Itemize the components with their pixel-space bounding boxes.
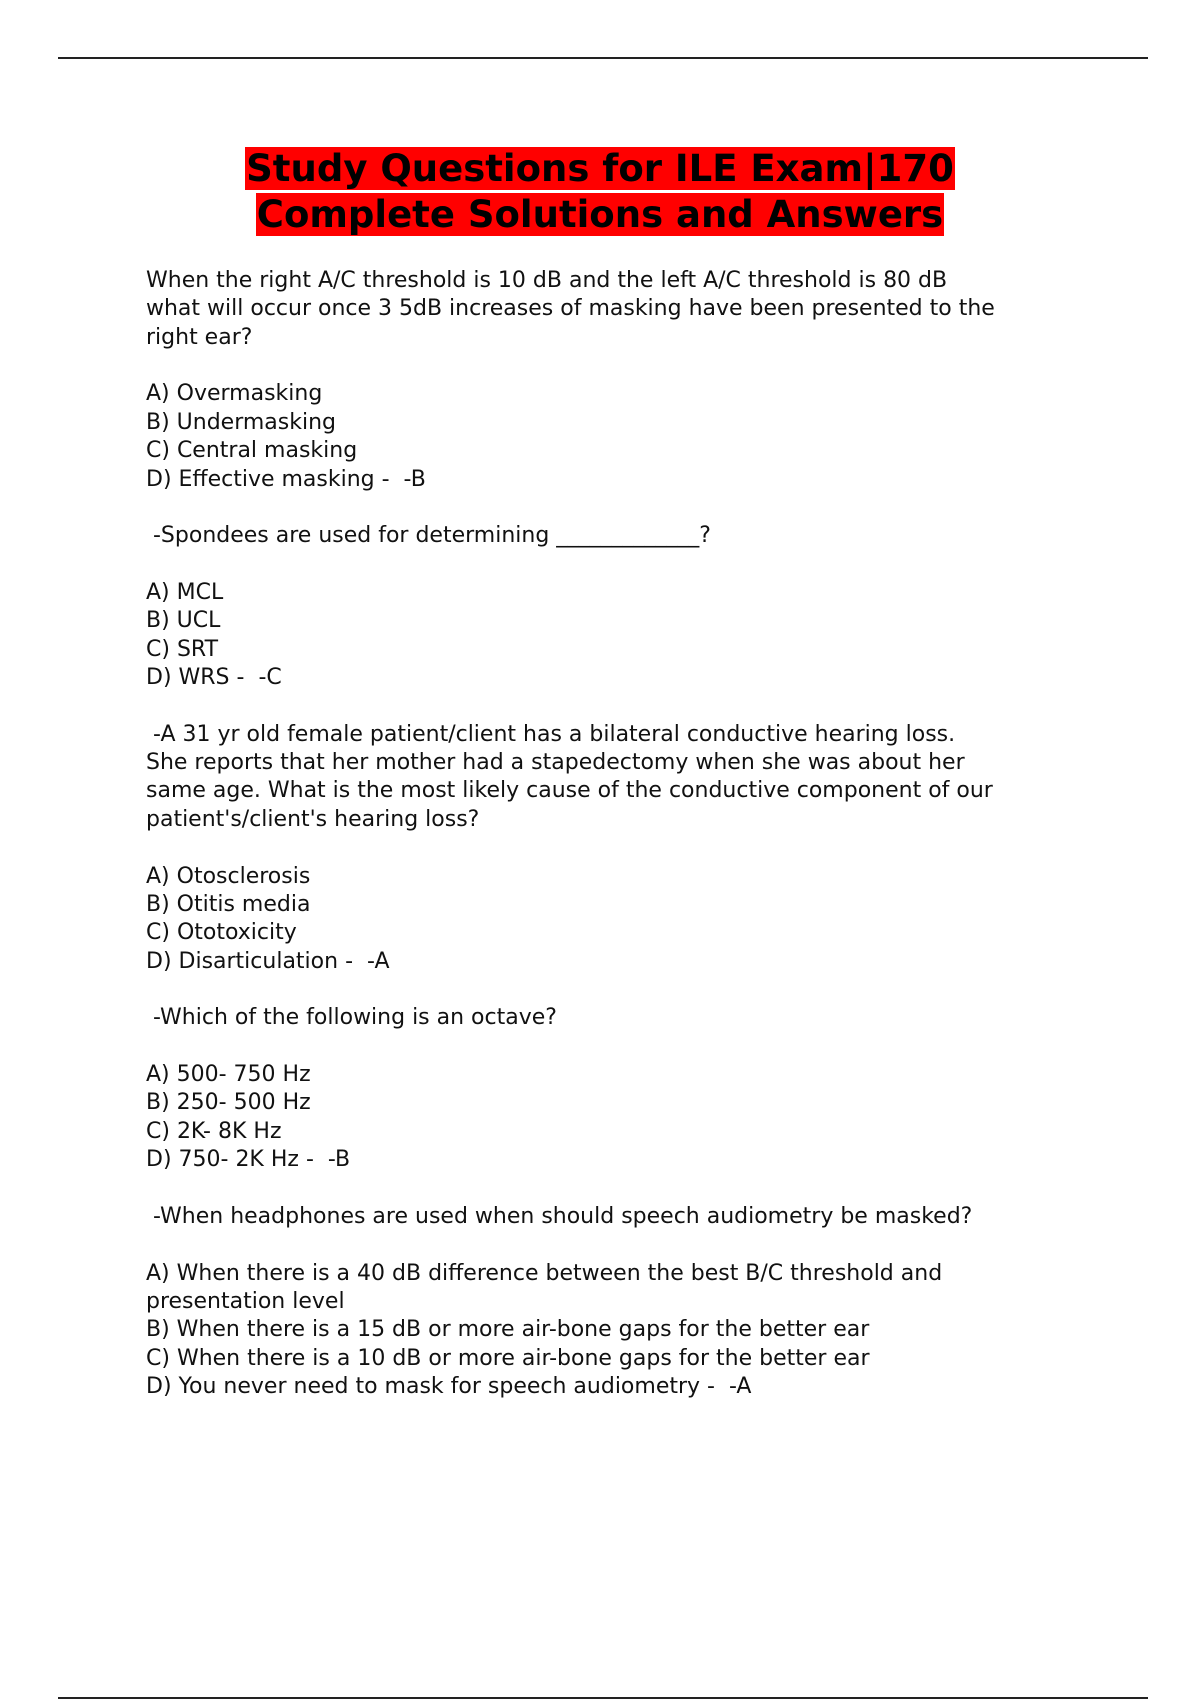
answer-option: C) When there is a 10 dB or more air-bone gaps for the better ear: [146, 1345, 870, 1371]
answer-option: B) When there is a 15 dB or more air-bone gaps for the better ear: [146, 1317, 870, 1343]
question-stem-line: She reports that her mother had a stapedectomy when she was about her: [146, 750, 965, 776]
answer-option: D) WRS - -C: [146, 665, 282, 691]
answer-option: B) 250- 500 Hz: [146, 1090, 311, 1116]
spacer: [146, 1033, 1106, 1061]
footer-rule: [58, 1697, 1148, 1699]
answer-option: C) SRT: [146, 636, 219, 662]
answer-option: A) 500- 750 Hz: [146, 1062, 311, 1088]
answer-option: A) Overmasking: [146, 381, 323, 407]
spacer: [146, 1401, 1106, 1429]
answer-option: D) Effective masking - -B: [146, 466, 426, 492]
spacer: [146, 834, 1106, 862]
question-block: [146, 267, 1106, 522]
answer-option: C) Ototoxicity: [146, 920, 297, 946]
answer-option: B) Otitis media: [146, 891, 311, 917]
question-stem-line: -When headphones are used when should speech audiometry be masked?: [146, 1203, 973, 1229]
header-rule: [58, 57, 1148, 59]
answer-option: D) You never need to mask for speech audiometry - -A: [146, 1374, 752, 1400]
answer-option: A) MCL: [146, 579, 224, 605]
document-title: [0, 146, 1200, 238]
answer-option: C) Central masking: [146, 438, 358, 464]
spacer: [146, 1231, 1106, 1259]
spacer: [146, 692, 1106, 720]
question-stem-line: When the right A/C threshold is 10 dB and the left A/C threshold is 80 dB: [146, 268, 948, 293]
title-line-1: Study Questions for ILE Exam|170: [246, 147, 954, 190]
title-line-2: Complete Solutions and Answers: [256, 193, 944, 236]
question-block: [146, 1203, 1106, 1430]
spacer: [146, 1175, 1106, 1203]
answer-option: presentation level: [146, 1288, 345, 1314]
question-stem-line: -Which of the following is an octave?: [146, 1005, 557, 1031]
question-stem-line: -A 31 yr old female patient/client has a bilateral conductive hearing loss.: [146, 721, 956, 747]
answer-option: A) Otosclerosis: [146, 863, 311, 889]
question-block: [146, 522, 1106, 721]
answer-option: B) UCL: [146, 608, 221, 634]
spacer: [146, 976, 1106, 1004]
spacer: [146, 551, 1106, 579]
answer-option: D) Disarticulation - -A: [146, 948, 390, 974]
answer-option: D) 750- 2K Hz - -B: [146, 1147, 351, 1173]
question-stem-line: patient's/client's hearing loss?: [146, 806, 480, 832]
answer-option: C) 2K- 8K Hz: [146, 1118, 282, 1144]
spacer: [146, 352, 1106, 380]
question-block: [146, 1004, 1106, 1203]
question-stem-line: right ear?: [146, 324, 253, 350]
answer-option: B) Undermasking: [146, 409, 337, 435]
spacer: [146, 494, 1106, 522]
question-block: [146, 721, 1106, 1005]
question-stem-line: what will occur once 3 5dB increases of masking have been presented to the: [146, 296, 995, 322]
question-stem-line: -Spondees are used for determining _____________?: [146, 523, 711, 549]
answer-option: A) When there is a 40 dB difference between the best B/C threshold and: [146, 1260, 943, 1286]
question-list: [146, 267, 1106, 1430]
question-stem-line: same age. What is the most likely cause of the conductive component of our: [146, 778, 993, 804]
